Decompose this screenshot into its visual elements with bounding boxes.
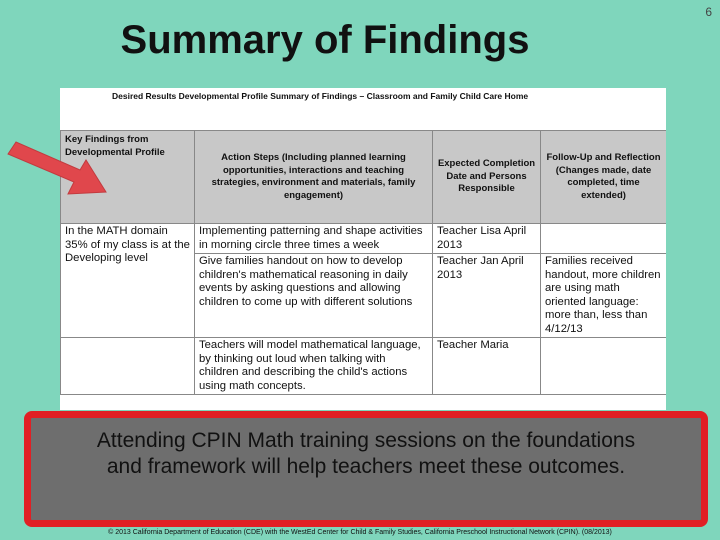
date-cell: Teacher Maria — [433, 338, 541, 395]
callout-box — [24, 411, 708, 527]
header-follow-up: Follow-Up and Reflection (Changes made, date completed, time extended) — [541, 131, 667, 224]
action-cell: Teachers will model mathematical language, by thinking out loud when talking with children and describing the child's actions using math concepts. — [195, 338, 433, 395]
header-key-findings: Key Findings from Developmental Profile — [61, 131, 195, 224]
pointer-arrow-icon — [6, 140, 110, 198]
header-action-steps: Action Steps (Including planned learning opportunities, interactions and teaching strategies, environment and materials, family engagement) — [195, 131, 433, 224]
table-row — [61, 224, 667, 254]
followup-cell — [541, 224, 667, 254]
followup-cell: Families received handout, more children are using math oriented language: more than, less than 4/12/13 — [541, 254, 667, 338]
table-header-row — [61, 131, 667, 224]
header-completion-date: Expected Completion Date and Persons Responsible — [433, 131, 541, 224]
finding-cell: In the MATH domain 35% of my class is at the Developing level — [61, 224, 195, 338]
slide-number: 6 — [705, 5, 712, 19]
table-row — [61, 338, 667, 395]
date-cell: Teacher Jan April 2013 — [433, 254, 541, 338]
followup-cell — [541, 338, 667, 395]
findings-table — [60, 130, 666, 395]
slide-title: Summary of Findings — [120, 18, 530, 62]
finding-cell-empty — [61, 338, 195, 395]
document-title: Desired Results Developmental Profile Summary of Findings – Classroom and Family Child Care Home — [112, 91, 529, 101]
callout-text: Attending CPIN Math training sessions on the foundations and framework will help teachers meet these outcomes. — [96, 429, 636, 478]
copyright-footer: © 2013 California Department of Education (CDE) with the WestEd Center for Child & Family Studies, California Preschool Instructional Network (CPIN). (08/2013) — [108, 529, 612, 536]
action-cell: Implementing patterning and shape activities in morning circle three times a week — [195, 224, 433, 254]
action-cell: Give families handout on how to develop children's mathematical reasoning in daily events by asking questions and allowing children to come up with different solutions — [195, 254, 433, 338]
findings-document — [60, 88, 666, 410]
date-cell: Teacher Lisa April 2013 — [433, 224, 541, 254]
